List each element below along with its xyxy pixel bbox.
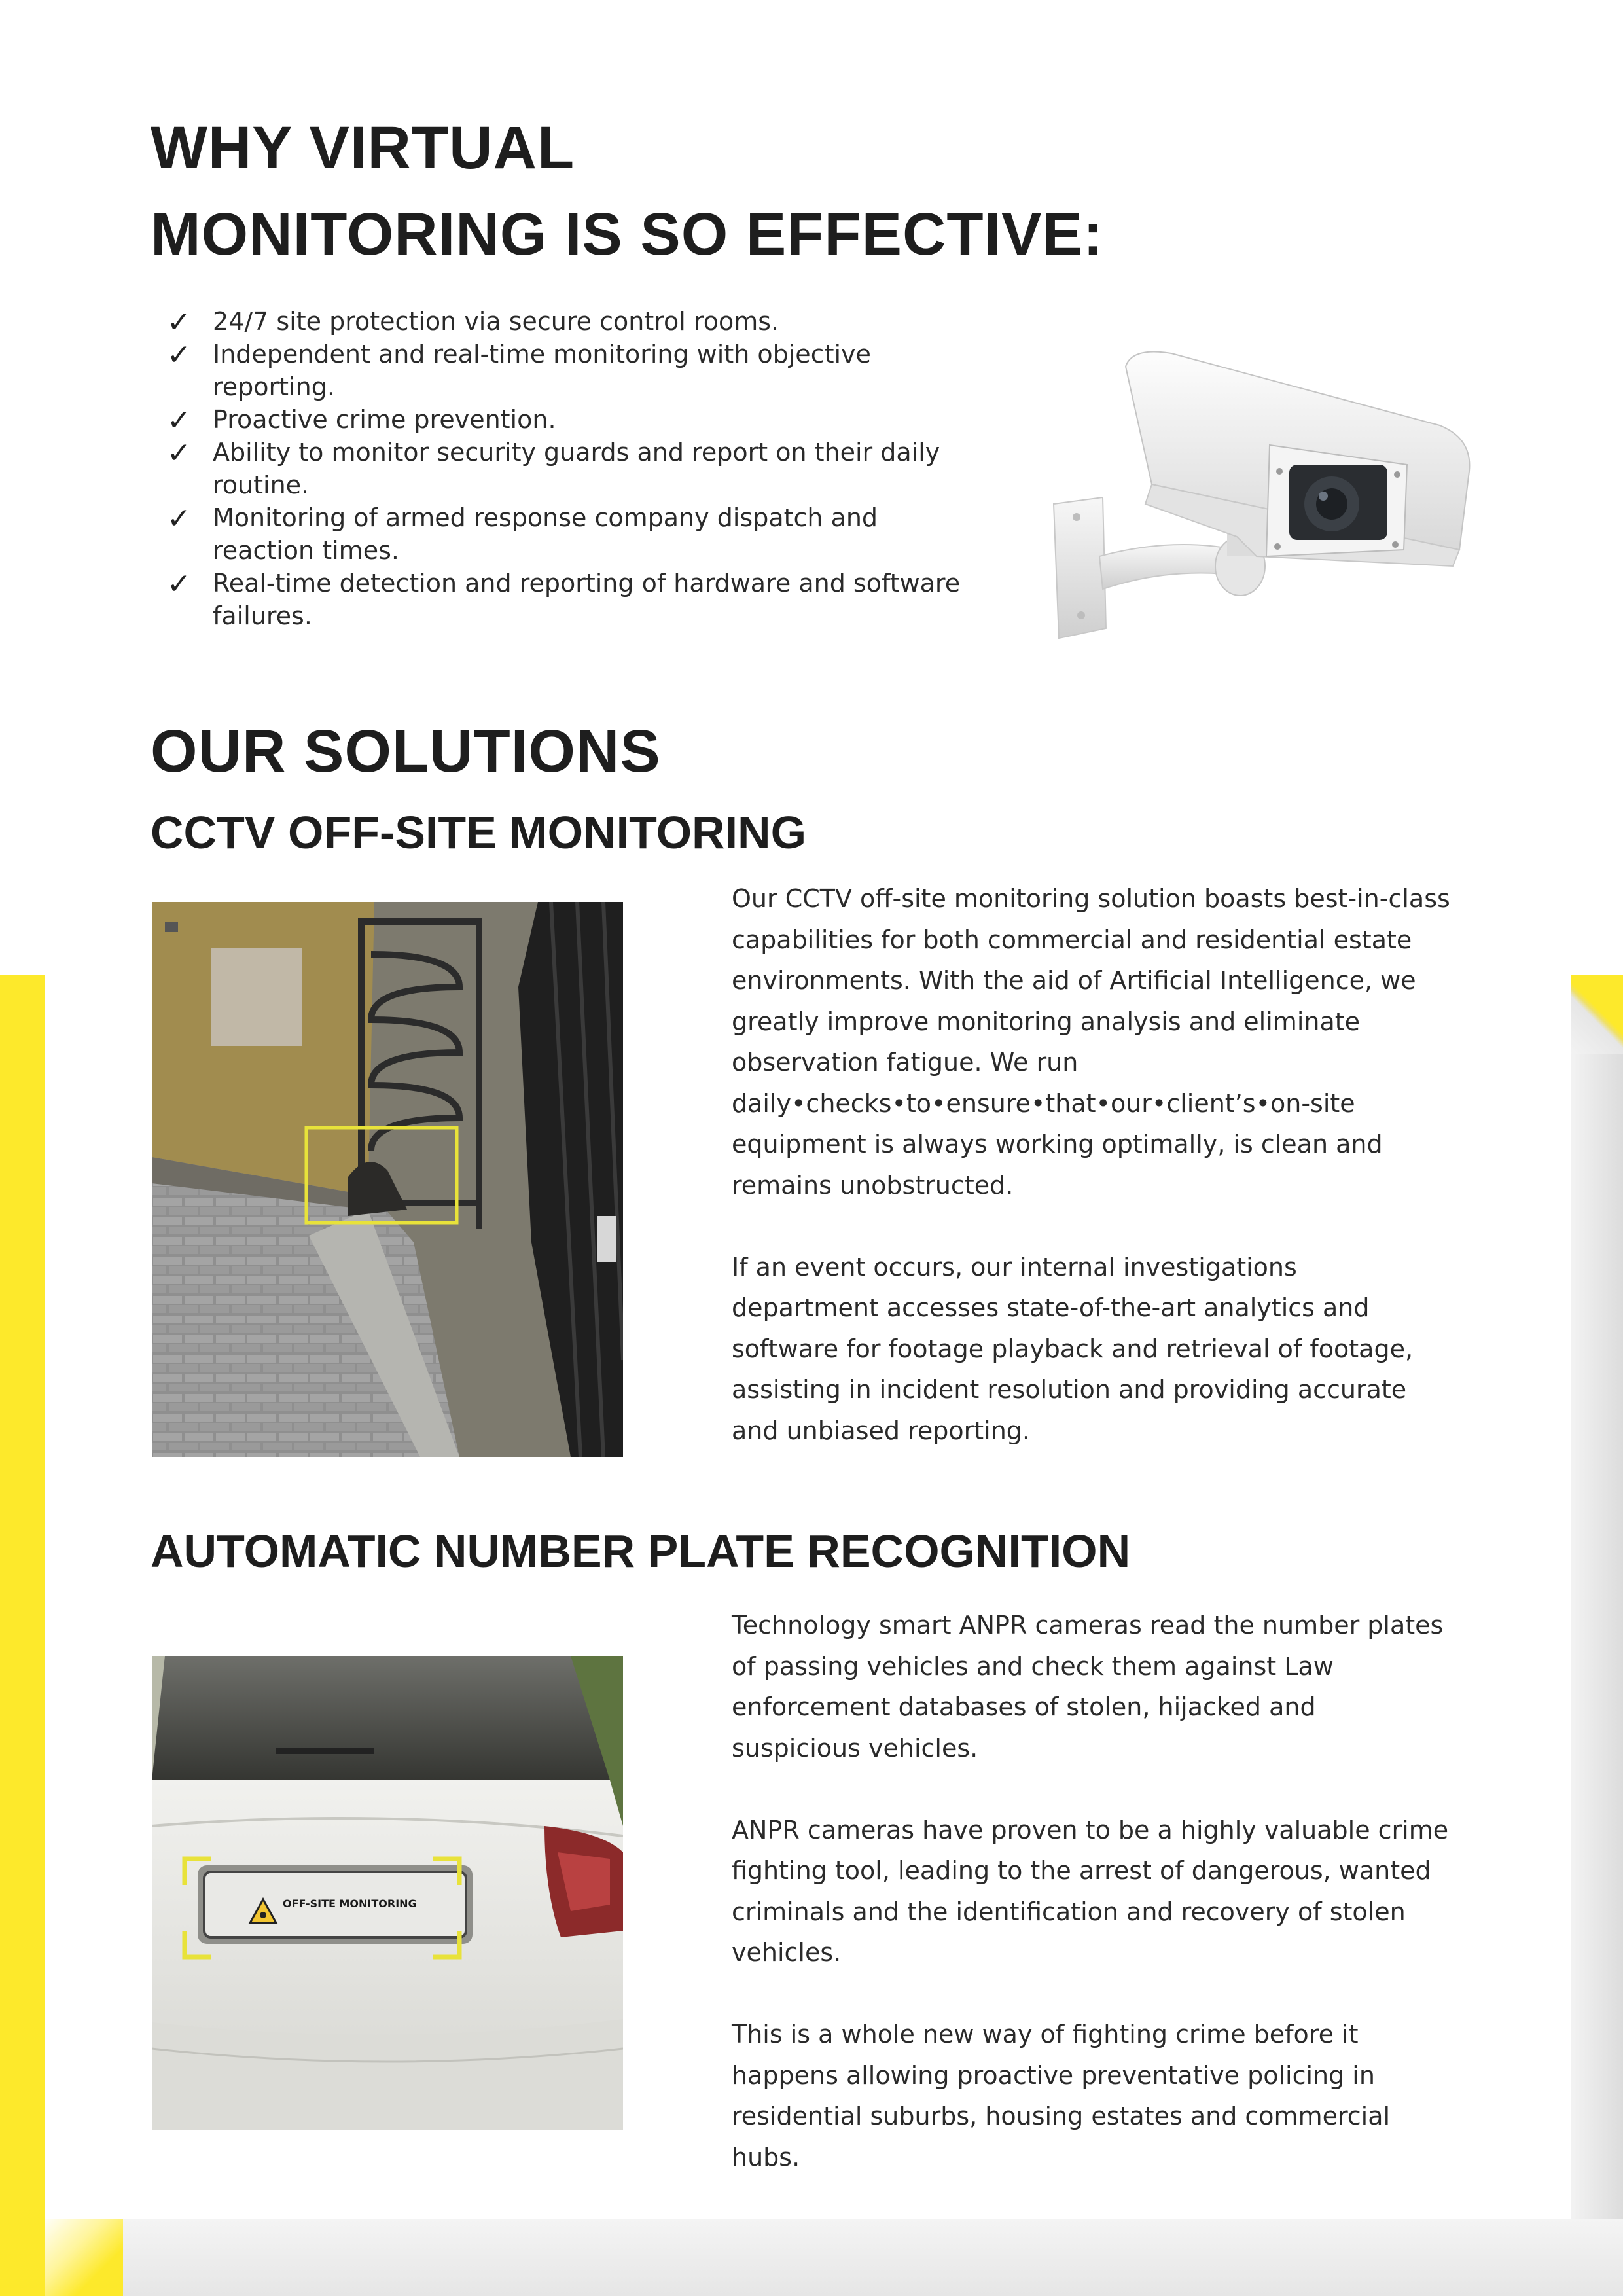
heading-our-solutions: OUR SOLUTIONS (151, 718, 661, 785)
checklist-item: ✓ Proactive crime prevention. (167, 404, 556, 437)
anpr-car-photo (152, 1656, 623, 2130)
corner-accent-top-right (1571, 975, 1623, 1054)
checkmark-icon: ✓ (167, 306, 191, 339)
checkmark-icon: ✓ (167, 502, 191, 535)
plate-text: OFF-SITE MONITORING (283, 1897, 417, 1910)
benefits-checklist (167, 305, 985, 632)
cctv-turnstile-photo (152, 902, 623, 1457)
checkmark-icon: ✓ (167, 338, 191, 372)
cctv-description (732, 878, 1452, 1451)
left-yellow-band (0, 975, 45, 2296)
checkmark-icon: ✓ (167, 437, 191, 470)
anpr-paragraph-1: Technology smart ANPR cameras read the number plates of passing vehicles and check them against Law enforcement databases of stolen, hijacked and suspicious vehicles. (732, 1611, 1444, 1763)
checklist-item: ✓ 24/7 site protection via secure control rooms. (167, 306, 779, 339)
checklist-item: ✓ Independent and real-time monitoring with objective reporting. (167, 338, 871, 401)
corner-accent-bottom-left (45, 2215, 123, 2296)
cctv-camera-image (1041, 340, 1486, 641)
anpr-paragraph-3: This is a whole new way of fighting crime before it happens allowing proactive preventative policing in residential suburbs, housing estates and commercial hubs. (732, 2020, 1391, 2172)
heading-why-line-2: MONITORING IS SO EFFECTIVE: (151, 201, 1104, 268)
checkmark-icon: ✓ (167, 567, 191, 601)
anpr-paragraph-2: ANPR cameras have proven to be a highly valuable crime fighting tool, leading to the arrest of dangerous, wanted criminals and the identification and recovery of stolen vehicles. (732, 1815, 1449, 1967)
bottom-gray-band (45, 2219, 1623, 2296)
checklist-item: ✓ Real-time detection and reporting of hardware and software failures. (167, 567, 961, 630)
cctv-paragraph-1: Our CCTV off-site monitoring solution boasts best-in-class capabilities for both commercial and residential estate environments. With the aid of Artificial Intelligence, we greatly improve monitoring analysis and eliminate observation fatigue. We run daily•checks•to•ensure•that•our•client’s•on-site equipment is always working optimally, is clean and remains unobstructed. (732, 884, 1450, 1200)
anpr-description (732, 1605, 1452, 2178)
cctv-paragraph-2: If an event occurs, our internal investigations department accesses state-of-the-art analytics and software for footage playback and retrieval of footage, assisting in incident resolution and providing accurate and unbiased reporting. (732, 1252, 1414, 1445)
right-gray-band (1571, 975, 1623, 2219)
checkmark-icon: ✓ (167, 404, 191, 437)
checklist-item: ✓ Ability to monitor security guards and report on their daily routine. (167, 437, 940, 499)
heading-why-line-1: WHY VIRTUAL (151, 115, 575, 181)
anpr-section-title: AUTOMATIC NUMBER PLATE RECOGNITION (151, 1526, 1131, 1577)
checklist-item: ✓ Monitoring of armed response company dispatch and reaction times. (167, 502, 878, 565)
cctv-section-title: CCTV OFF-SITE MONITORING (151, 807, 807, 858)
